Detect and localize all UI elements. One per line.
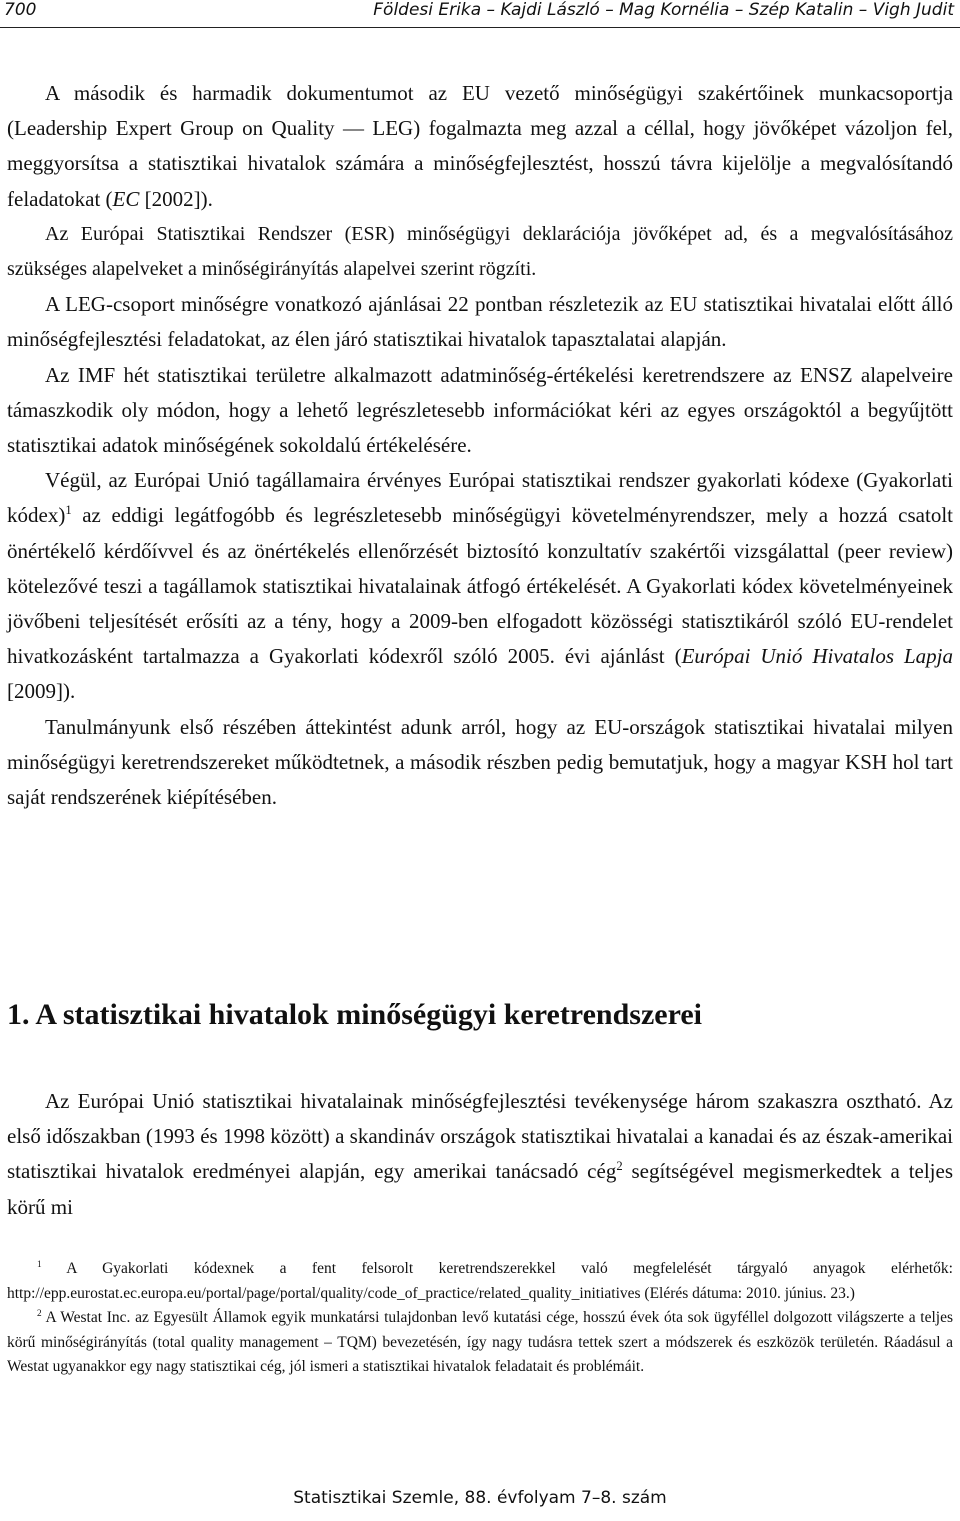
page-number: 700 <box>4 0 37 20</box>
citation-ec: EC <box>112 186 140 211</box>
header-rule <box>0 27 960 28</box>
footnote-ref-1: 1 <box>65 503 72 518</box>
paragraph-eu-phases: Az Európai Unió statisztikai hivatalainak minőségfejlesztési tevékenysége három szakaszra osztható. Az első időszakban (1993 és 1998 között) a skandináv országok statisztikai hivatalai a kanadai és az észak-amerikai statisztikai hivatalok eredményei alapján, egy amerikai tanácsadó cég$^2$ segítségével megismerkedtek a teljes körű mi <box>7 1089 954 1219</box>
footnote-separator <box>7 1249 953 1251</box>
section-body <box>7 1084 953 1225</box>
footnotes <box>7 1257 953 1380</box>
page-header <box>0 0 960 38</box>
paragraph-esr: Az Európai Statisztikai Rendszer (ESR) minőségügyi deklarációja jövőképet ad, és a megvalósításához szükséges alapelveket a minőségirányítás alapelvei szerint rögzíti. <box>7 222 953 281</box>
paragraph-study-overview: Tanulmányunk első részében áttekintést adunk arról, hogy az EU-országok statisztikai hivatalai milyen minőségügyi keretrendszereket működtetnek, a második részben pedig bemutatjuk, hogy a magyar KSH hol tart saját rendszerének kiépítésében. <box>7 714 953 810</box>
footnote-2: $^2$ A Westat Inc. az Egyesült Államok egyik munkatársi tulajdonban levő kutatási cége, hosszú évek óta sok ügyféllel dolgozott világszerte a teljes körű minőségirányítás (total quality management – TQM) bevezetésén, így nagy tudásra tettek szert a módszerek és eszközök területén. Ráadásul a Westat ugyanakkor egy nagy statisztikai cég, jól ismeri a statisztikai hivatalok feladatait és problémáit. <box>7 1308 953 1375</box>
paragraph-imf: Az IMF hét statisztikai területre alkalmazott adatminőség-értékelési keretrendszere az ENSZ alapelveire támaszkodik oly módon, hogy a lehető legrészletesebb információkat kéri az egyes országoktól a begyűjtött statisztikai adatok minőségének sokoldalú értékelésére. <box>7 362 953 458</box>
paragraph-code-of-practice: Végül, az Európai Unió tagállamaira érvényes Európai statisztikai rendszer gyakorlati kódexe (Gyakorlati kódex)$^1$ az eddigi legátfogóbb és legrészletesebb minőségügyi követelményrendszer, mely a hozzá csatolt önértékelő kérdőívvel és az önértékelés ellenőrzését biztosító konzultatív szakértői vizsgálattal (peer review) kötelezővé teszi a tagállamok statisztikai hivatalainak átfogó értékelését. A Gyakorlati kódex követelményeinek jövőbeni teljesítését erősíti az a tény, hogy a 2009-ben elfogadott közösségi statisztikáról szóló EU-rendelet hivatkozásként tartalmazza a Gyakorlati kódexről szóló 2005. évi ajánlást (Európai Unió Hivatalos Lapja [2009]). <box>7 468 953 704</box>
paragraph-leg: A második és harmadik dokumentumot az EU vezető minőségügyi szakértőinek munkacsoportja (Leadership Expert Group on Quality ― LEG) fogalmazta meg azzal a céllal, hogy jövőképet vázoljon fel, meggyorsítsa a statisztikai hivatalok számára a minőségfejlesztést, hosszú távra kijelölje a megvalósítandó feladatokat (EC [2002]). <box>7 81 953 211</box>
body-text <box>7 76 953 815</box>
section-heading: 1. A statisztikai hivatalok minőségügyi keretrendszerei <box>7 998 702 1031</box>
paragraph-leg-recommendations: A LEG-csoport minőségre vonatkozó ajánlásai 22 pontban részletezik az EU statisztikai hivatalai előtt álló minőségfejlesztési feladatokat, az élen járó statisztikai hivatalok tapasztalatai alapján. <box>7 292 953 352</box>
footnote-ref-2: 2 <box>616 1159 623 1174</box>
citation-eu-journal: Európai Unió Hivatalos Lapja <box>681 644 953 669</box>
footnote-1: $^1$ A Gyakorlati kódexnek a fent felsorolt keretrendszerekkel való megfelelését tárgyaló anyagok elérhetők: http://epp.eurostat.ec.europa.eu/portal/page/portal/quality/code_of_practice/related_quality_initiatives (Elérés dátuma: 2010. június. 23.) <box>7 1259 953 1302</box>
running-head-authors: Földesi Erika – Kajdi László – Mag Kornélia – Szép Katalin – Vigh Judit <box>373 0 954 20</box>
page-footer: Statisztikai Szemle, 88. évfolyam 7–8. szám <box>293 1488 667 1508</box>
